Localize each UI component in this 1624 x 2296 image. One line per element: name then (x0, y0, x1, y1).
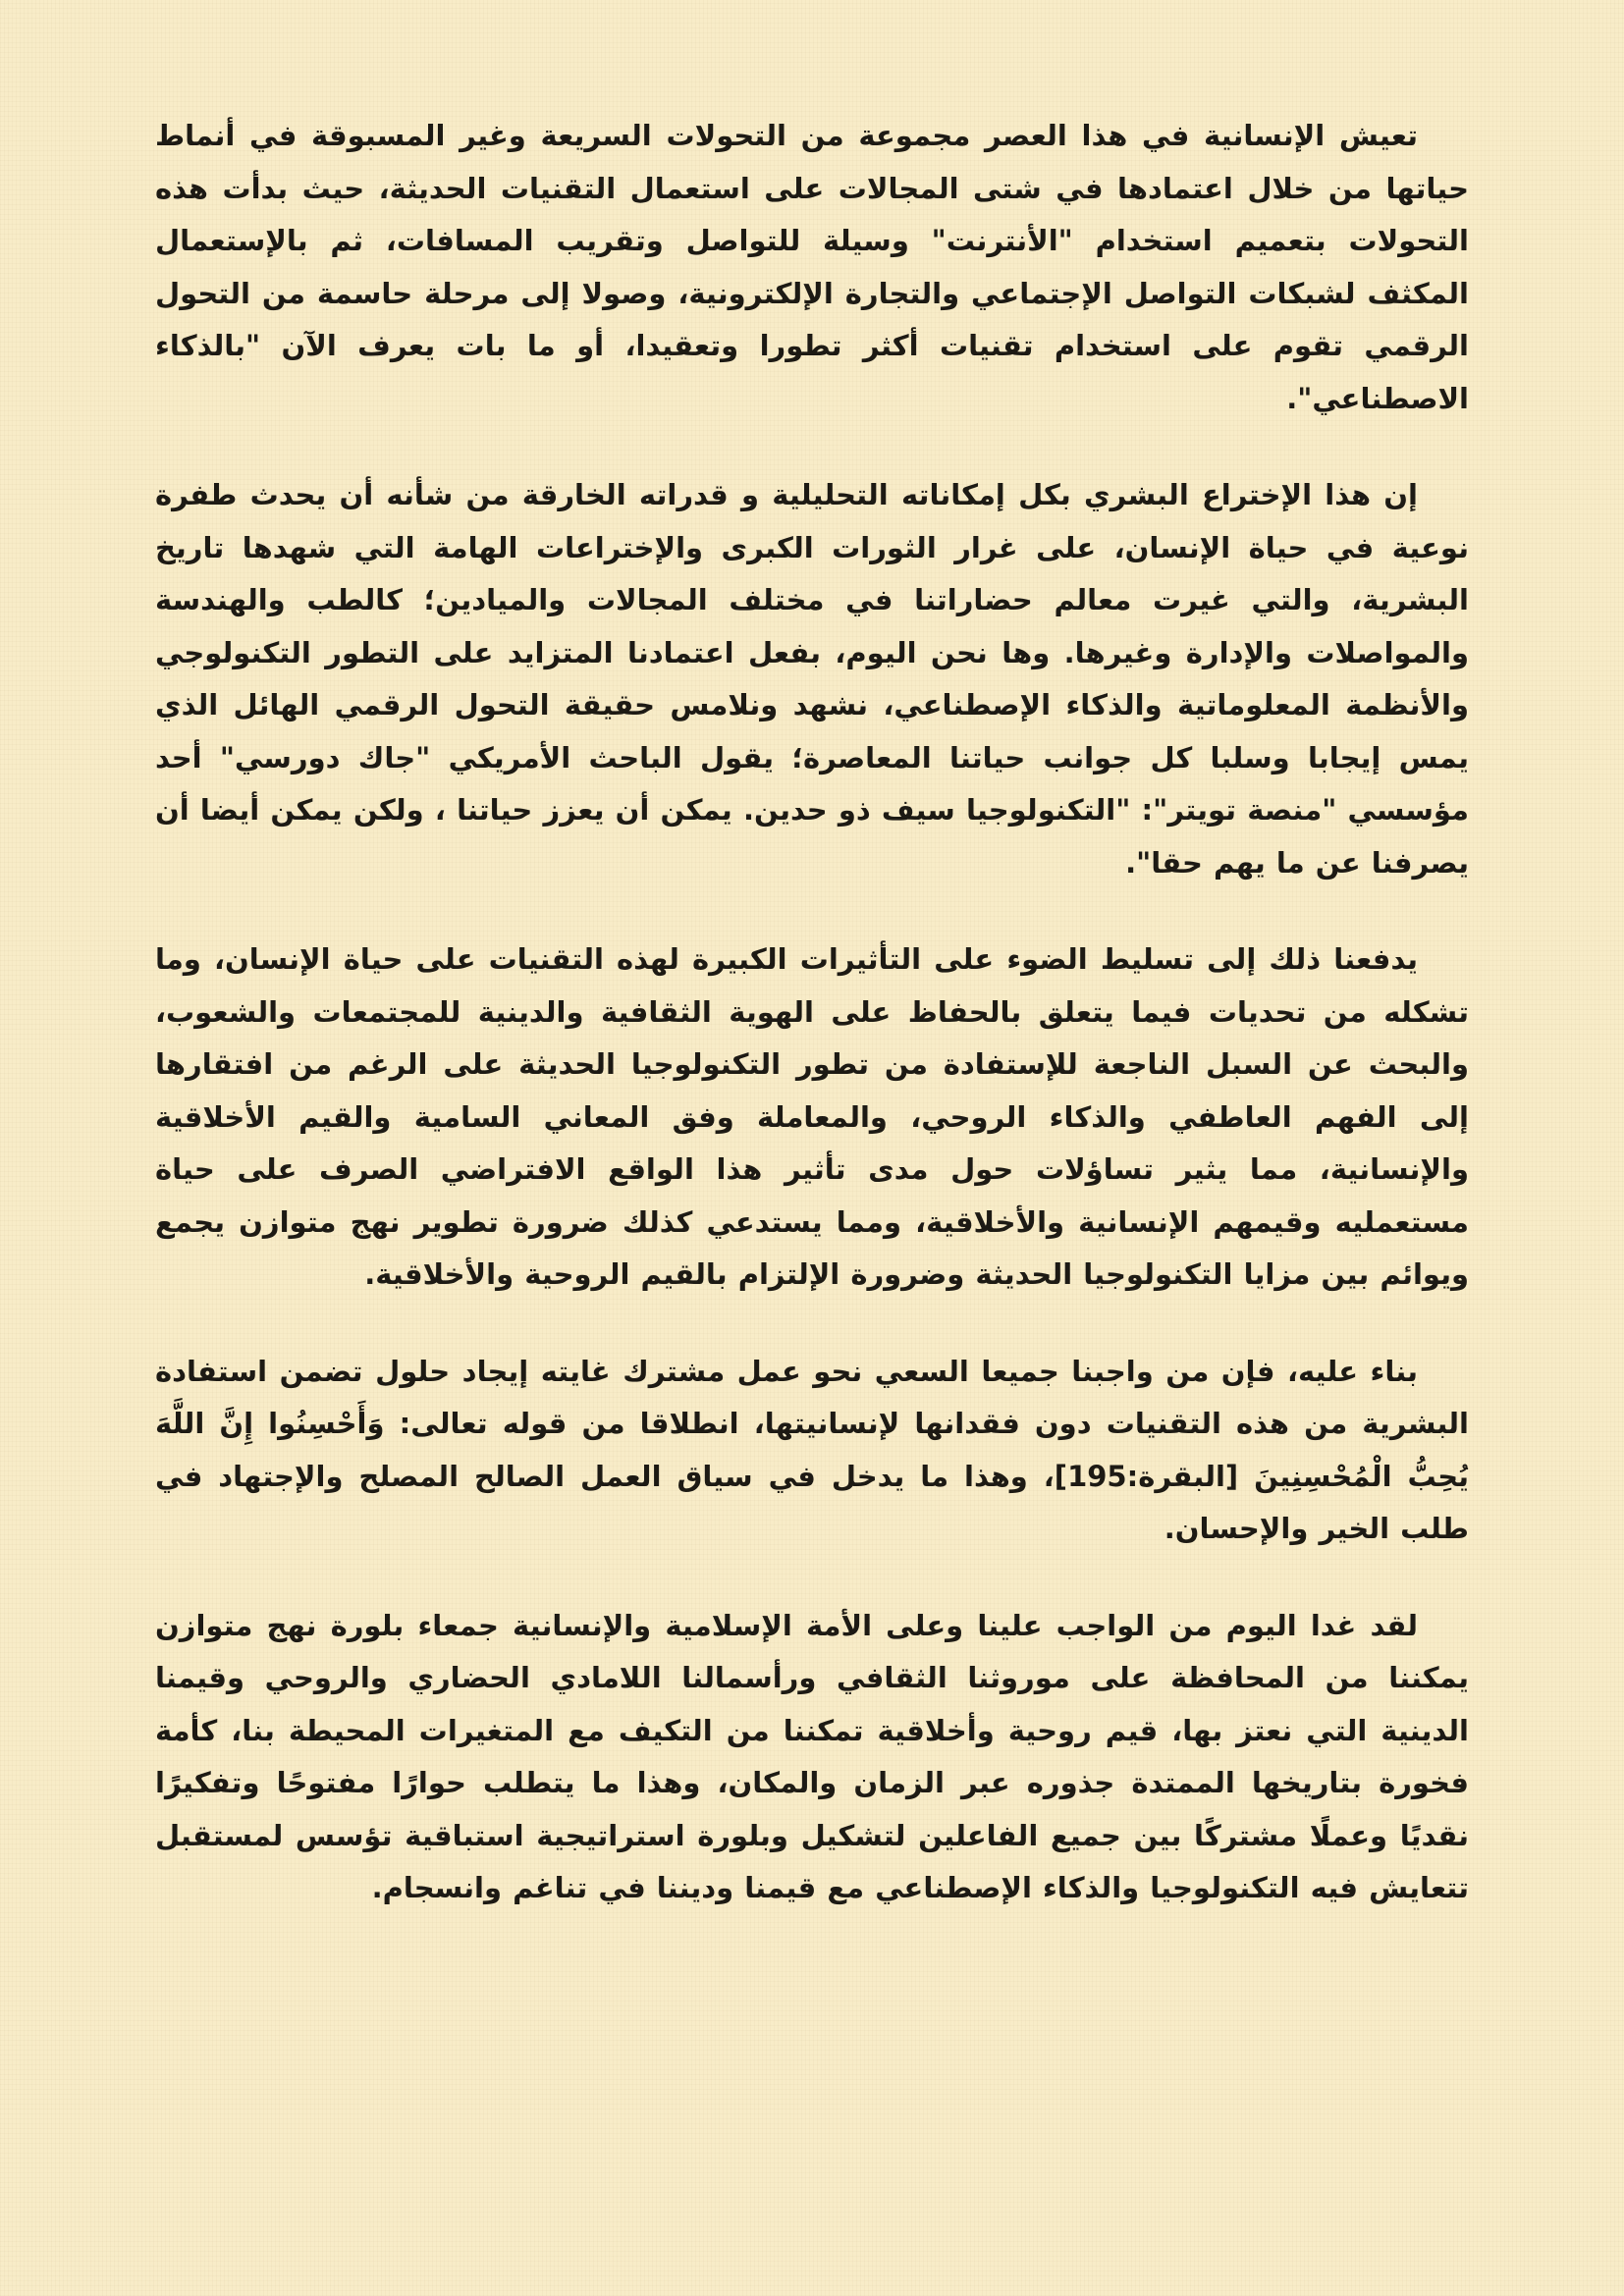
quran-verse: وَأَحْسِنُوا إِنَّ اللَّهَ يُحِبُّ الْمُحْسِنِينَ (155, 1407, 1469, 1493)
paragraph-quran-verse (155, 1346, 1469, 1556)
verse-citation: [البقرة:195] (1054, 1459, 1255, 1493)
verse-trailing-text: ، وهذا ما يدخل في سياق العمل الصالح المصلح والإجتهاد في طلب الخير والإحسان. (155, 1459, 1469, 1545)
document-page (155, 110, 1469, 1959)
paragraph-conclusion: لقد غدا اليوم من الواجب علينا وعلى الأمة الإسلامية والإنسانية جمعاء بلورة نهج متوازن يمكننا من المحافظة على موروثنا الثقافي ورأسمالنا اللامادي الحضاري والروحي وقيمنا الدينية التي نعتز بها، قيم روحية وأخلاقية تمكننا من التكيف مع المتغيرات المحيطة بنا، كأمة فخورة بتاريخها الممتدة جذوره عبر الزمان والمكان، وهذا ما يتطلب حوارًا مفتوحًا وتفكيرًا نقديًا وعملًا مشتركًا بين جميع الفاعلين لتشكيل وبلورة استراتيجية استباقية تؤسس لمستقبل تتعايش فيه التكنولوجيا والذكاء الإصطناعي مع قيمنا وديننا في تناغم وانسجام. (155, 1608, 1469, 1904)
verse-lead-text: بناء عليه، فإن من واجبنا جميعا السعي نحو عمل مشترك غايته إيجاد حلول تضمن استفادة البشرية من هذه التقنيات دون فقدانها لإنسانيتها، انطلاقا من قوله تعالى: (155, 1354, 1469, 1440)
paragraph-challenges: يدفعنا ذلك إلى تسليط الضوء على التأثيرات الكبيرة لهذه التقنيات على حياة الإنسان، وما تشكله من تحديات فيما يتعلق بالحفاظ على الهوية الثقافية والدينية للمجتمعات والشعوب، والبحث عن السبل الناجعة للإستفادة من تطور التكنولوجيا الحديثة على الرغم من افتقارها إلى الفهم العاطفي والذكاء الروحي، والمعاملة وفق المعاني السامية والقيم الأخلاقية والإنسانية، مما يثير تساؤلات حول مدى تأثير هذا الواقع الافتراضي الصرف على حياة مستعمليه وقيمهم الإنسانية والأخلاقية، ومما يستدعي كذلك ضرورة تطوير نهج متوازن يجمع ويوائم بين مزايا التكنولوجيا الحديثة وضرورة الإلتزام بالقيم الروحية والأخلاقية. (155, 942, 1469, 1291)
paragraph-intro: تعيش الإنسانية في هذا العصر مجموعة من التحولات السريعة وغير المسبوقة في أنماط حياتها من خلال اعتمادها في شتى المجالات على استعمال التقنيات الحديثة، حيث بدأت هذه التحولات بتعميم استخدام "الأنترنت" وسيلة للتواصل وتقريب المسافات، ثم بالإستعمال المكثف لشبكات التواصل الإجتماعي والتجارة الإلكترونية، وصولا إلى مرحلة حاسمة من التحول الرقمي تقوم على استخدام تقنيات أكثر تطورا وتعقيدا، أو ما بات يعرف الآن "بالذكاء الاصطناعي". (155, 119, 1469, 415)
paragraph-invention: إن هذا الإختراع البشري بكل إمكاناته التحليلية و قدراته الخارقة من شأنه أن يحدث طفرة نوعية في حياة الإنسان، على غرار الثورات الكبرى والإختراعات الهامة التي شهدها تاريخ البشرية، والتي غيرت معالم حضاراتنا في مختلف المجالات والميادين؛ كالطب والهندسة والمواصلات والإدارة وغيرها. وها نحن اليوم، بفعل اعتمادنا المتزايد على التطور التكنولوجي والأنظمة المعلوماتية والذكاء الإصطناعي، نشهد ونلامس حقيقة التحول الرقمي الهائل الذي يمس إيجابا وسلبا كل جوانب حياتنا المعاصرة؛ يقول الباحث الأمريكي "جاك دورسي" أحد مؤسسي "منصة تويتر": "التكنولوجيا سيف ذو حدين. يمكن أن يعزز حياتنا ، ولكن يمكن أيضا أن يصرفنا عن ما يهم حقا". (155, 478, 1469, 880)
